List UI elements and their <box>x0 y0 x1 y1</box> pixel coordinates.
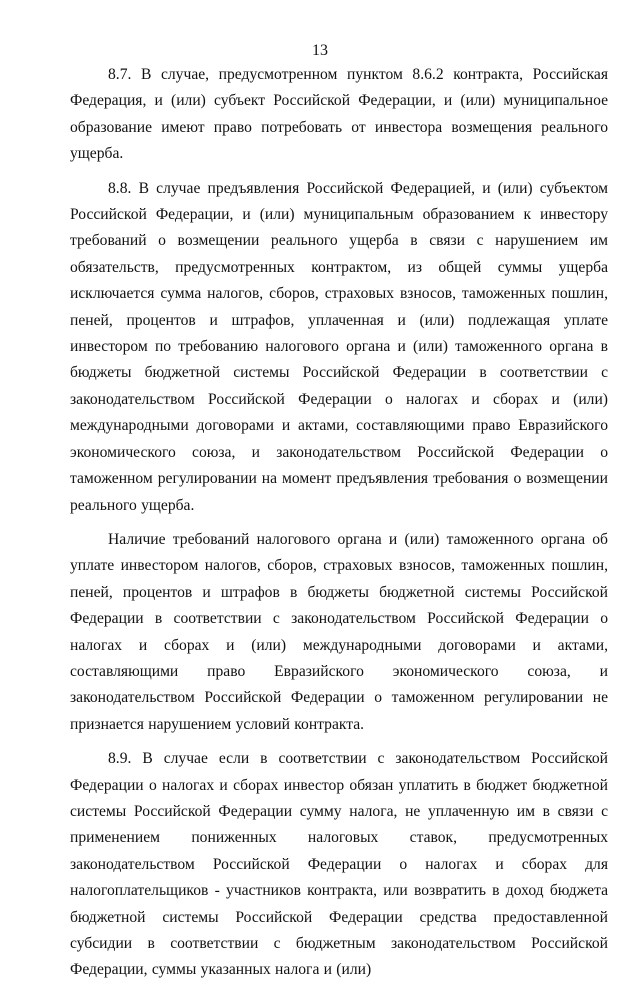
page-number: 13 <box>312 42 328 59</box>
document-body <box>70 62 608 984</box>
paragraph-8-9: 8.9. В случае если в соответствии с законодательством Российской Федерации о налогах и сборах инвестор обязан уплатить в бюджет бюджетной системы Российской Федерации сумму налога, не уплаченную им в связи с применением пониженных налоговых ставок, предусмотренных законодательством Российской Федерации о налогах и сборах для налогоплательщиков - участников контракта, или возвратить в доход бюджета бюджетной системы Российской Федерации средства предоставленной субсидии в соответствии с бюджетным законодательством Российской Федерации, суммы указанных налога и (или) <box>70 750 608 979</box>
paragraph-8-8-continuation: Наличие требований налогового органа и (или) таможенного органа об уплате инвестором налогов, сборов, страховых взносов, таможенных пошлин, пеней, процентов и штрафов в бюджеты бюджетной системы Российской Федерации в соответствии с законодательством Российской Федерации о налогах и сборах и (или) международными договорами и актами, составляющими право Евразийского экономического союза, и законодательством Российской Федерации о таможенном регулировании не признается нарушением условий контракта. <box>70 530 608 733</box>
paragraph-8-8: 8.8. В случае предъявления Российской Федерацией, и (или) субъектом Российской Федерации, и (или) муниципальным образованием к инвестору требований о возмещении реального ущерба в связи с нарушением им обязательств, предусмотренных контрактом, из общей суммы ущерба исключается сумма налогов, сборов, страховых взносов, таможенных пошлин, пеней, процентов и штрафов, уплаченная и (или) подлежащая уплате инвестором по требованию налогового органа и (или) таможенного органа в бюджеты бюджетной системы Российской Федерации в соответствии с законодательством Российской Федерации о налогах и сборах и (или) международными договорами и актами, составляющими право Евразийского экономического союза, и законодательством Российской Федерации о таможенном регулировании на момент предъявления требования о возмещении реального ущерба. <box>70 179 608 514</box>
paragraph-8-7: 8.7. В случае, предусмотренном пунктом 8.6.2 контракта, Российская Федерация, и (или) субъект Российской Федерации, и (или) муниципальное образование имеют право потребовать от инвестора возмещения реального ущерба. <box>70 66 608 163</box>
